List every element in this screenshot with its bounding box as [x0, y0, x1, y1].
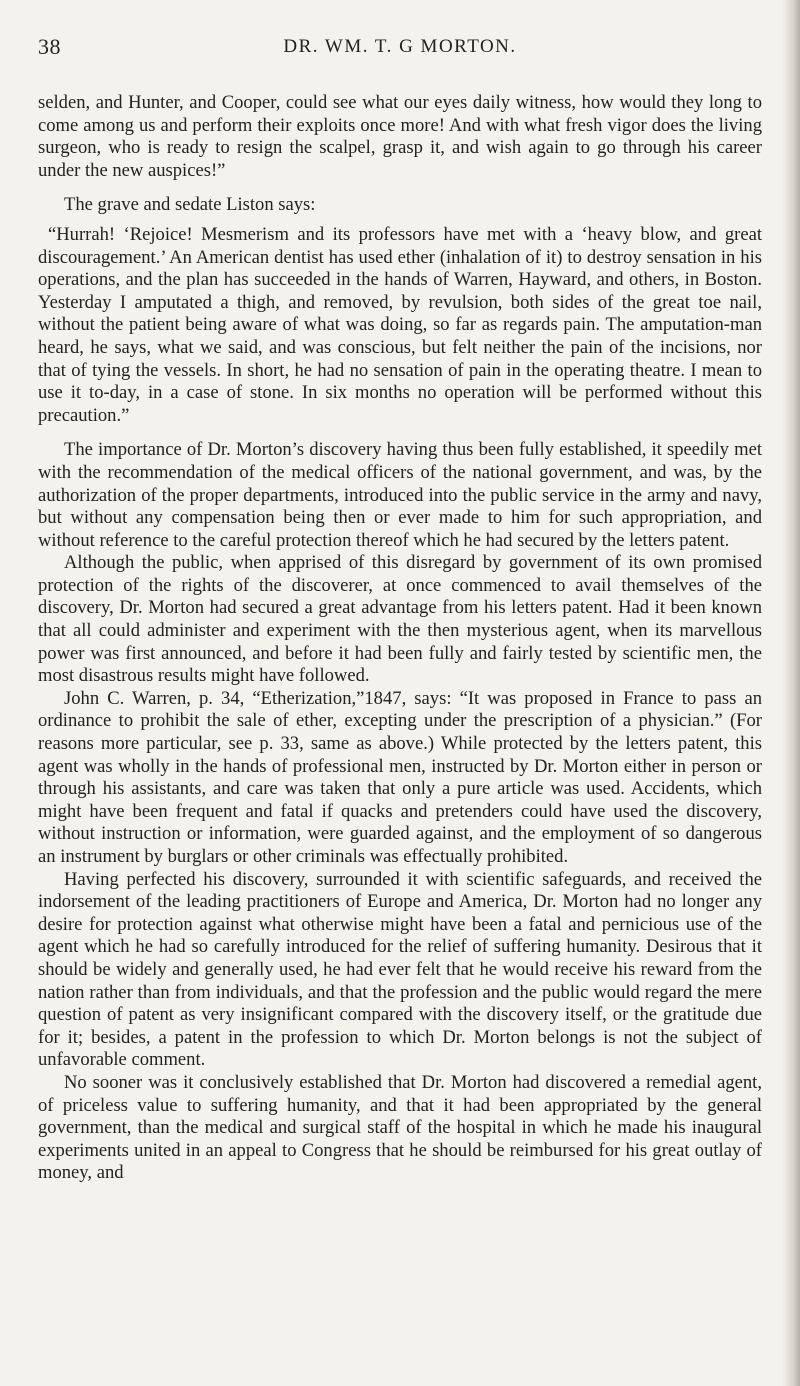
paragraph-continuation: selden, and Hunter, and Cooper, could see what our eyes daily witness, how would they long to come among us and perform their exploits once more! And with what fresh vigor does the living surgeon, who is ready to resign the scalpel, grasp it, and wish again to go through his career under the new auspices!”: [38, 92, 762, 181]
body-text: [38, 92, 762, 1185]
paragraph-although: Although the public, when apprised of this disregard by government of its own promised protection of the rights of the discoverer, at once commenced to avail themselves of the discovery, Dr. Morton had secured a great advantage from his letters patent. Had it been known that all could administer and experiment with the then mysterious agent, when its marvellous power was first announced, and before it had been fully and fairly tested by scientific men, the most disastrous results might have followed.: [38, 552, 762, 687]
paragraph-warren: John C. Warren, p. 34, “Etherization,”1847, says: “It was proposed in France to pass an ordinance to prohibit the sale of ether, excepting under the prescription of a physician.” (For reasons more particular, see p. 33, same as above.) While protected by the letters patent, this agent was wholly in the hands of professional men, instructed by Dr. Morton either in person or through his assistants, and care was taken that only a pure article was used. Accidents, which might have been frequent and fatal if quacks and pretenders could have used the discovery, without instruction or information, were guarded against, and the employment of so dangerous an instrument by burglars or other criminals was effectually prohibited.: [38, 687, 762, 867]
paragraph-perfected: Having perfected his discovery, surrounded it with scientific safeguards, and received the indorsement of the leading practitioners of Europe and America, Dr. Morton had no longer any desire for protection against what otherwise might have been a fatal and pernicious use of the agent which he had so carefully introduced for the relief of suffering humanity. Desirous that it should be widely and generally used, he had ever felt that he would receive his reward from the nation rather than from individuals, and that the profession and the public would regard the mere question of patent as very insignificant compared with the discovery itself, or the gratitude due for it; besides, a patent in the profession to which Dr. Morton belongs is not the subject of unfavorable comment.: [38, 868, 762, 1071]
running-head: DR. WM. T. G MORTON.: [283, 36, 517, 57]
paragraph-no-sooner: No sooner was it conclusively established that Dr. Morton had discovered a remedial agent, of priceless value to suffering humanity, and that it had been appropriated by the general government, than the medical and surgical staff of the hospital in which he made his inaugural experiments united in an appeal to Congress that he should be reimbursed for his great outlay of money, and: [38, 1071, 762, 1184]
paragraph-liston-intro: The grave and sedate Liston says:: [64, 194, 316, 216]
paragraph-liston-quote: “Hurrah! ‘Rejoice! Mesmerism and its professors have met with a ‘heavy blow, and great discouragement.’ An American dentist has used ether (inhalation of it) to destroy sensation in his operations, and the plan has succeeded in the hands of Warren, Hayward, and others, in Boston. Yesterday I amputated a thigh, and removed, by revulsion, both sides of the great toe nail, without the patient being aware of what was doing, so far as regards pain. The amputation-man heard, he says, what we said, and was conscious, but felt neither the pain of the incisions, nor that of tying the vessels. In short, he had no sensation of pain in the operating theatre. I mean to use it to-day, in a case of stone. In six months no operation will be performed without this precaution.”: [38, 223, 762, 426]
page-number: 38: [38, 34, 61, 59]
paragraph-importance: The importance of Dr. Morton’s discovery having thus been fully established, it speedily met with the recommendation of the medical officers of the national government, and was, by the authorization of the proper departments, introduced into the public service in the army and navy, but without any compensation being then or ever made to him for such appropriation, and without reference to the careful protection thereof which he had secured by the letters patent.: [38, 439, 762, 551]
page-header: [38, 34, 762, 74]
page-edge-shadow: [782, 0, 800, 1386]
